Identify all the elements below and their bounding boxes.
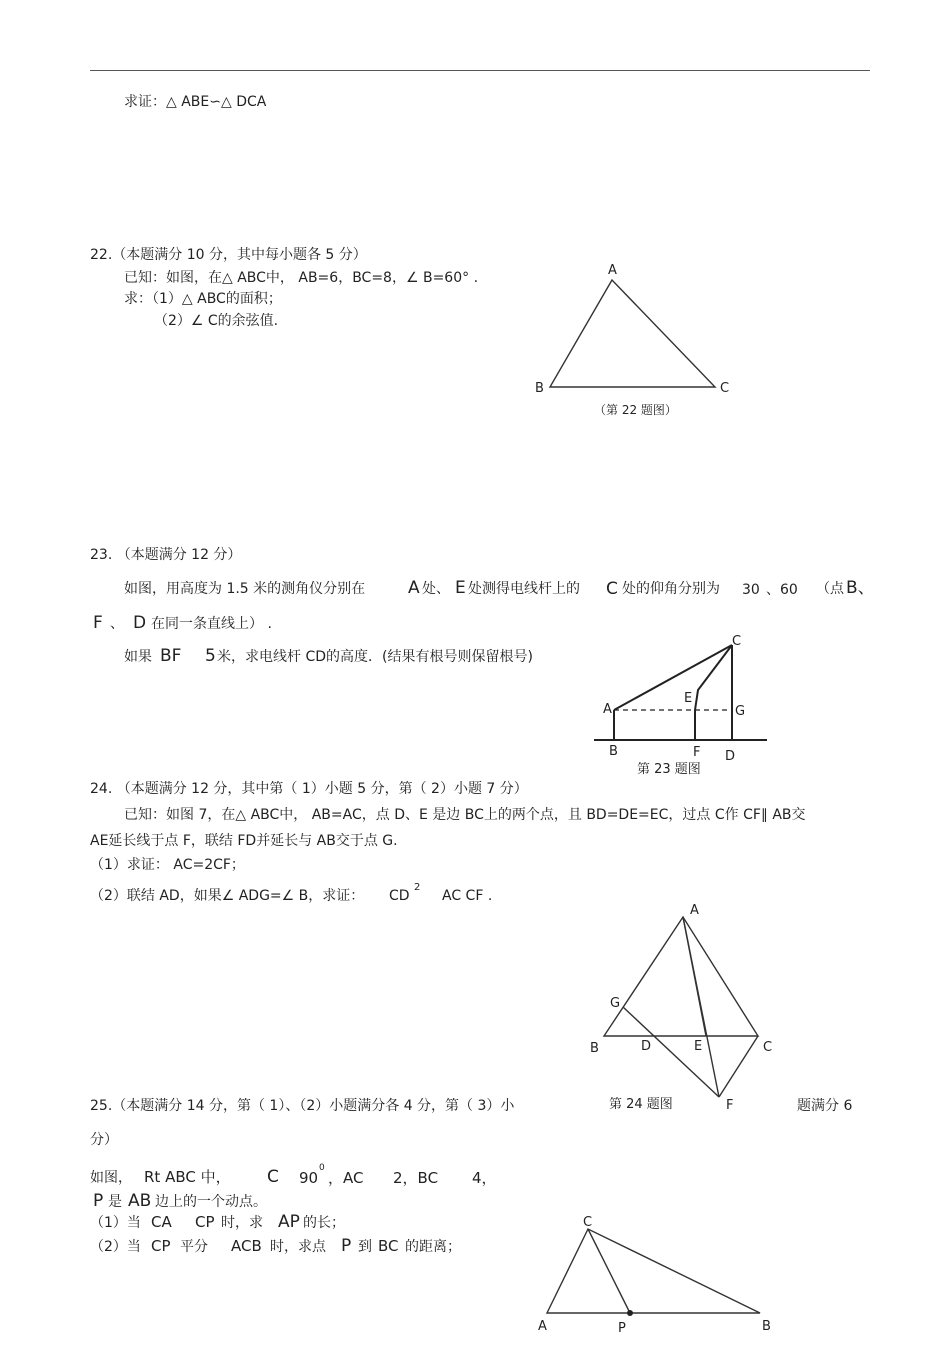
fig25-label-c: C [583, 1215, 593, 1230]
fig24-label-g: G [610, 996, 621, 1011]
fig23-label-a: A [603, 702, 612, 717]
q25-given-sup: 0 [319, 1163, 325, 1173]
q23-line3-a: 如果 [124, 649, 152, 665]
q25-part-1-f: 的长； [303, 1215, 345, 1231]
q23-line1-e: 处测得电线杆上的 [468, 581, 580, 597]
q25-part-2-f: P [341, 1236, 352, 1256]
q25-heading-cont: 分） [90, 1132, 118, 1148]
figure-25 [547, 1229, 760, 1313]
fig24-label-c: C [763, 1040, 773, 1055]
fig24-line-cf [719, 1036, 758, 1097]
q23-line2-b: 、 [110, 616, 124, 632]
q23-line3-b: BF [160, 646, 182, 666]
q25-p-a: P [93, 1191, 104, 1211]
fig23-line-ac [614, 645, 732, 710]
q24-part-2-sup: 2 [414, 882, 421, 893]
q25-part-2-e: 时，求点 [270, 1239, 326, 1255]
q25-given-d: 90 [299, 1169, 319, 1187]
q22-heading: 22.（本题满分 10 分，其中每小题各 5 分） [90, 247, 367, 263]
q25-part-2-a: （2）当 [90, 1239, 141, 1255]
fig24-line-gf [623, 1007, 719, 1097]
q25-part-2-i: 的距离； [405, 1239, 461, 1255]
q25-part-1-d: 时，求 [221, 1215, 263, 1231]
fig24-label-b: B [590, 1041, 599, 1056]
q23-line2-d: 在同一条直线上） . [151, 616, 272, 632]
fig24-label-e: E [694, 1039, 703, 1054]
q25-given-b: Rt ABC 中， [144, 1168, 231, 1186]
figure-23 [594, 645, 767, 740]
q25-given-e: ，AC [328, 1169, 364, 1187]
fig22-triangle [550, 280, 715, 387]
q25-part-1-b: CA [151, 1213, 172, 1231]
fig22-label-b: B [535, 381, 544, 396]
q25-part-2-g: 到 [358, 1239, 372, 1255]
q25-part-2-c: 平分 [180, 1239, 208, 1255]
figure-22 [550, 280, 715, 387]
fig25-line-cp [588, 1229, 630, 1313]
q25-part-2-h: BC [378, 1237, 399, 1255]
q25-given-c: C [267, 1167, 279, 1187]
figure-24 [604, 917, 758, 1097]
q24-part-1: （1）求证： AC=2CF； [90, 857, 245, 873]
q23-line1-j: （点 [816, 581, 844, 597]
q25-heading: 25.（本题满分 14 分，第（ 1）、（2）小题满分各 4 分，第（ 3）小 [90, 1098, 515, 1114]
q25-p-c: AB [128, 1191, 152, 1211]
q23-line1-d: E [455, 578, 466, 598]
q23-line1-a: 如图，用高度为 1.5 米的测角仪分别在 [124, 581, 366, 597]
q24-part-2-a: （2）联结 AD，如果∠ ADG=∠ B，求证： [90, 888, 365, 904]
q25-given-g: 4， [472, 1169, 497, 1187]
fig22-label-a: A [608, 263, 617, 278]
q25-given-f: 2，BC [393, 1169, 439, 1187]
fig23-caption: 第 23 题图 [637, 762, 701, 777]
q22-ask-1: 求：（1）△ ABC的面积； [124, 291, 282, 307]
q23-line1-b: A [408, 578, 420, 598]
fig23-label-e: E [684, 691, 693, 706]
q25-heading-tail: 题满分 6 [797, 1098, 853, 1114]
fig25-label-p: P [618, 1321, 626, 1336]
fig23-label-d: D [725, 749, 736, 764]
fig24-triangle-abc [604, 917, 758, 1036]
q23-line3-c: 5 [205, 646, 216, 666]
fig22-label-c: C [720, 381, 730, 396]
fig23-label-b: B [609, 744, 618, 759]
q23-line1-f: C [606, 579, 618, 599]
fig24-label-a: A [690, 903, 699, 918]
q22-ask-2: （2）∠ C的余弦值. [154, 313, 279, 329]
fig24-label-f: F [726, 1098, 734, 1113]
q25-part-1-a: （1）当 [90, 1215, 141, 1231]
fig25-label-b: B [762, 1319, 771, 1334]
q23-line2-a: F [93, 613, 103, 633]
fig25-point-p [627, 1310, 633, 1316]
q24-part-2-b: CD [389, 888, 410, 904]
q25-part-1-e: AP [278, 1212, 300, 1232]
fig23-label-f: F [693, 745, 701, 760]
fig22-caption: （第 22 题图） [594, 403, 677, 417]
q23-line1-c: 处、 [422, 581, 450, 597]
q24-given-1: 已知：如图 7，在△ ABC中， AB=AC，点 D、E 是边 BC上的两个点，且 BD=DE=EC，过点 C作 CF∥ AB交 [124, 807, 806, 823]
fig25-label-a: A [538, 1319, 547, 1334]
fig24-caption: 第 24 题图 [609, 1097, 673, 1112]
q23-line1-h: 30 [742, 582, 760, 598]
fig24-label-d: D [641, 1039, 652, 1054]
q22-given: 已知：如图，在△ ABC中， AB=6，BC=8，∠ B=60° . [124, 270, 479, 286]
q23-line1-g: 处的仰角分别为 [622, 581, 720, 597]
q23-line2-c: D [133, 613, 147, 633]
fig25-triangle [547, 1229, 760, 1313]
q24-given-2: AE延长线于点 F，联结 FD并延长与 AB交于点 G. [90, 833, 398, 849]
q23-heading: 23. （本题满分 12 分） [90, 547, 242, 563]
q23-line1-k: B、 [846, 578, 875, 598]
q24-part-2-c: AC CF . [442, 888, 493, 904]
q25-part-1-c: CP [195, 1213, 215, 1231]
fig23-label-g: G [735, 704, 746, 719]
q25-part-2-b: CP [151, 1237, 171, 1255]
q25-p-d: 边上的一个动点。 [155, 1194, 267, 1210]
q25-given-a: 如图， [90, 1170, 132, 1186]
q25-part-2-d: ACB [231, 1237, 262, 1255]
fig23-label-c: C [732, 634, 742, 649]
q25-p-b: 是 [108, 1194, 122, 1210]
q24-heading: 24. （本题满分 12 分，其中第（ 1）小题 5 分，第（ 2）小题 7 分） [90, 781, 528, 797]
prove-previous: 求证：△ ABE∽△ DCA [124, 94, 267, 110]
q23-line1-i: 、60 [766, 582, 798, 598]
q23-line3-d: 米，求电线杆 CD的高度．(结果有根号则保留根号) [217, 649, 533, 665]
